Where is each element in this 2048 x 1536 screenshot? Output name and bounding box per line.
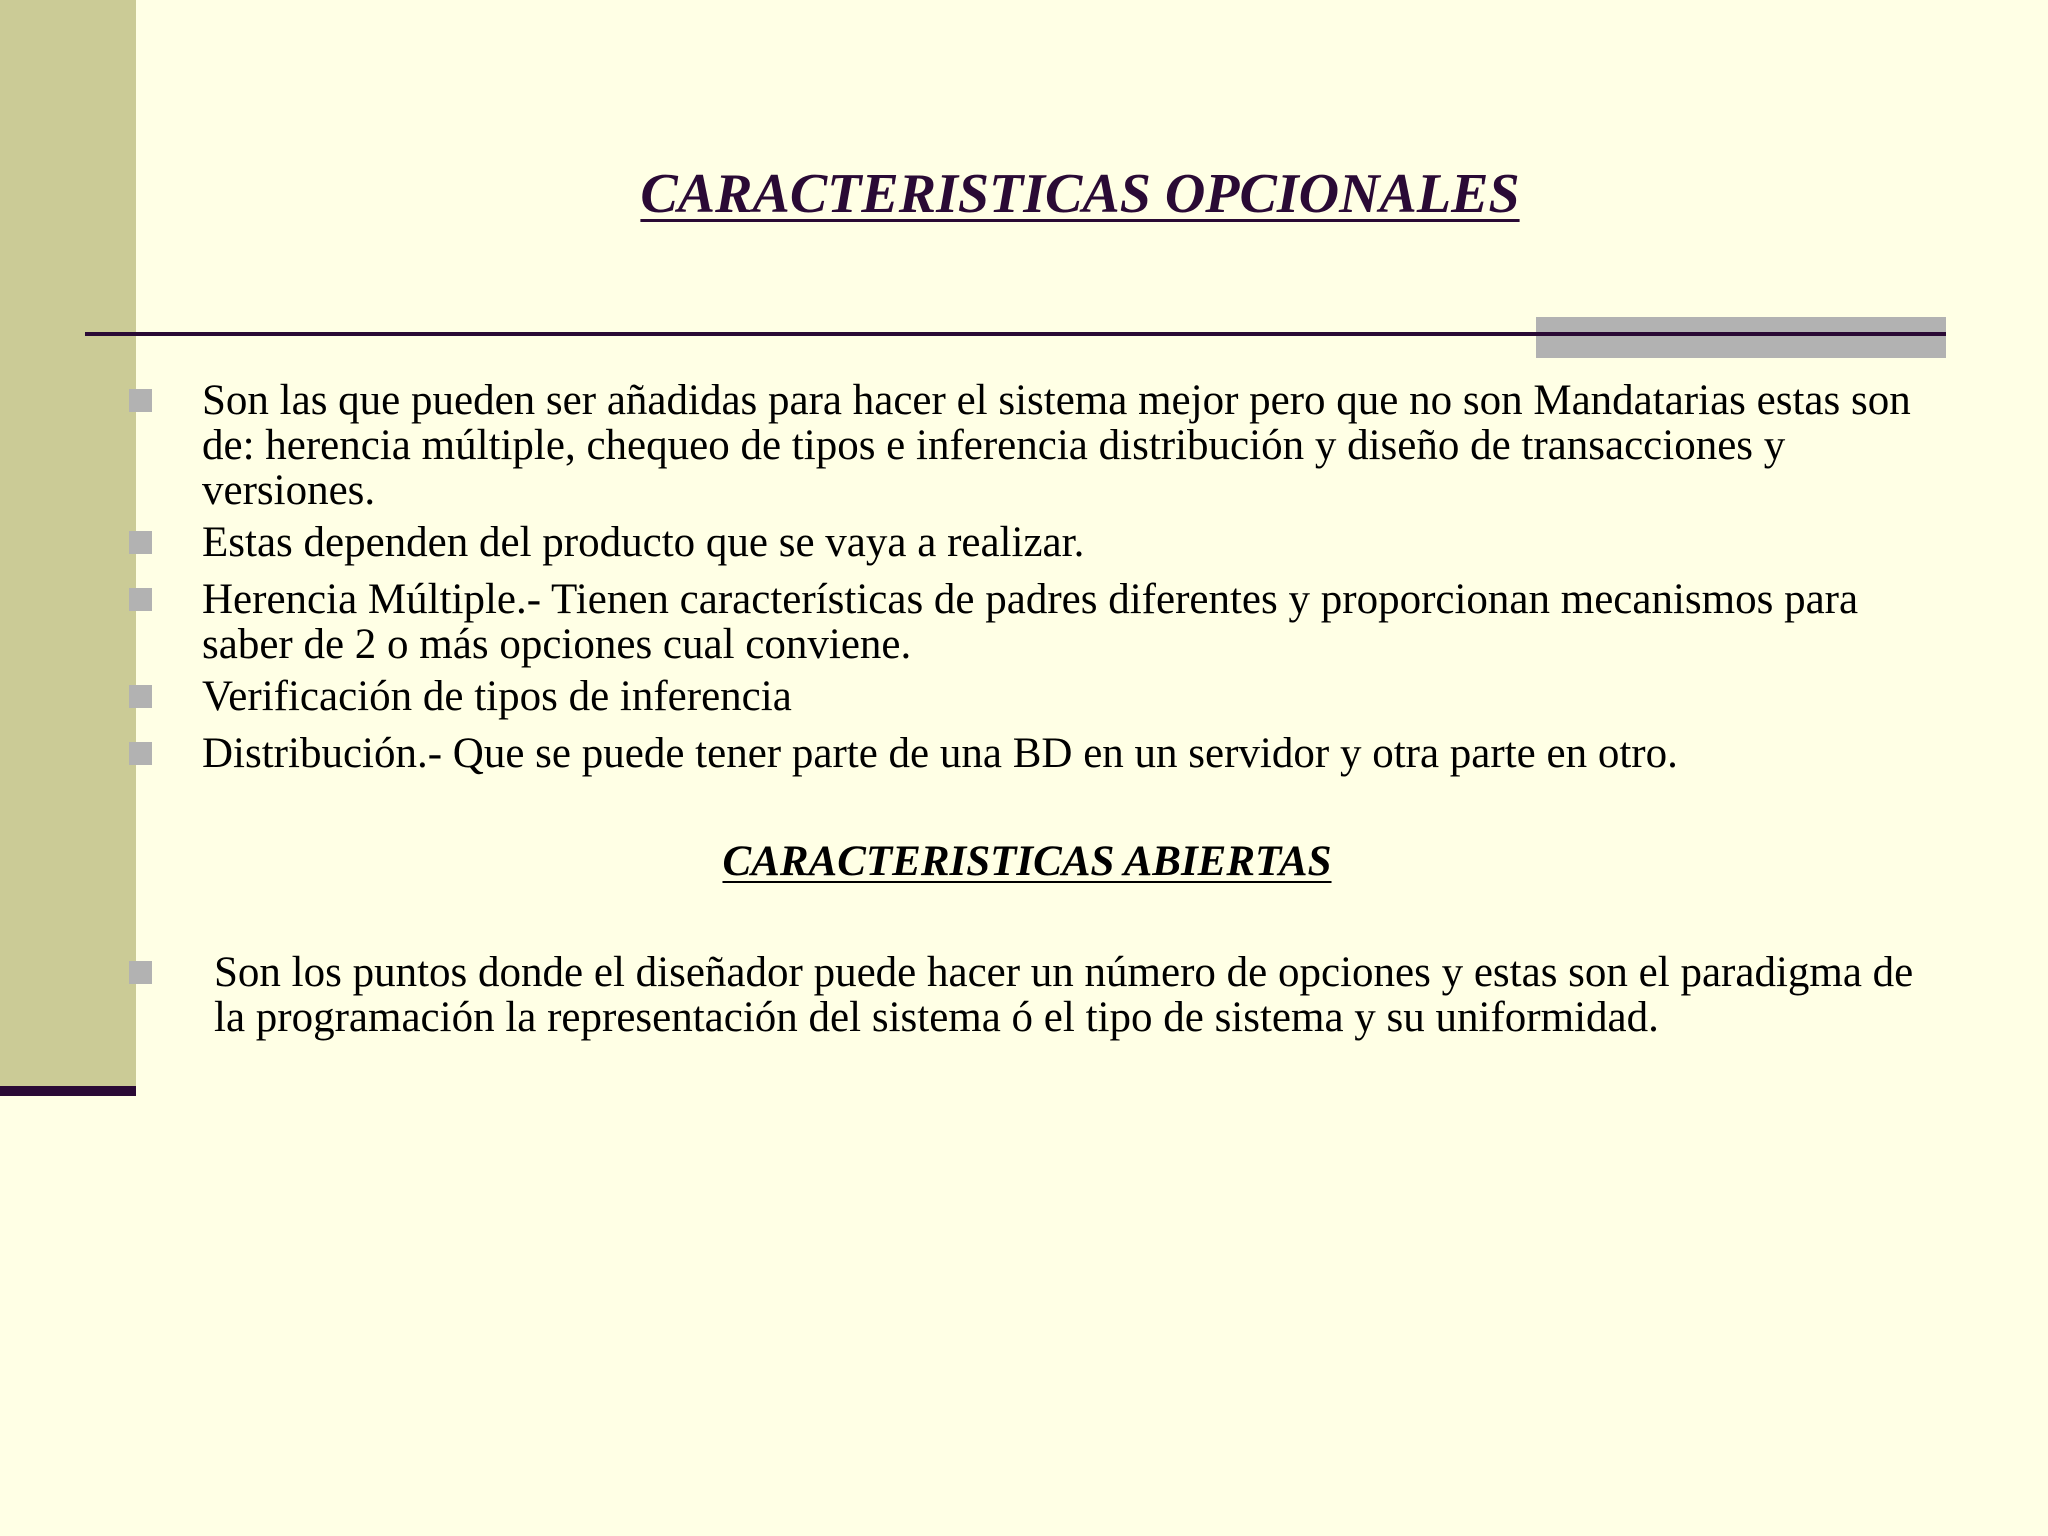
- square-bullet-icon: [129, 531, 152, 554]
- square-bullet-icon: [129, 588, 152, 611]
- slide-title: CARACTERISTICAS OPCIONALES: [640, 163, 1520, 225]
- bullet-item: [202, 520, 1942, 565]
- bullet-text: Estas dependen del producto que se vaya a realizar.: [202, 519, 1085, 566]
- bullet-item: [202, 577, 1942, 667]
- bullet-text: Distribución.- Que se puede tener parte de una BD en un servidor y otra parte en otro.: [202, 730, 1678, 777]
- bullet-text: Herencia Múltiple.- Tienen características de padres diferentes y proporcionan mecanismos para saber de 2 o más opciones cual conviene.: [202, 576, 1859, 668]
- title-divider-line: [85, 332, 1946, 336]
- decorative-side-bar-base: [0, 1086, 136, 1096]
- square-bullet-icon: [129, 389, 152, 412]
- bullet-item: [202, 674, 1942, 719]
- bullet-item: [202, 378, 1942, 513]
- square-bullet-icon: [129, 961, 152, 984]
- decorative-gray-rule: [1536, 317, 1946, 358]
- square-bullet-icon: [129, 685, 152, 708]
- bullet-text: Son las que pueden ser añadidas para hacer el sistema mejor pero que no son Mandatarias estas son de: herencia múltiple, chequeo de tipos e inferencia distribución y diseño de transacciones y versiones.: [202, 377, 1911, 514]
- section-subtitle: CARACTERISTICAS ABIERTAS: [722, 838, 1332, 885]
- bullet-text: Verificación de tipos de inferencia: [202, 673, 792, 720]
- bullet-text: Son los puntos donde el diseñador puede hacer un número de opciones y estas son el paradigma de la programación la representación del sistema ó el tipo de sistema y su uniformidad.: [214, 949, 1914, 1041]
- bullet-item: [202, 731, 1942, 776]
- square-bullet-icon: [129, 742, 152, 765]
- bullet-item: [202, 950, 1942, 1040]
